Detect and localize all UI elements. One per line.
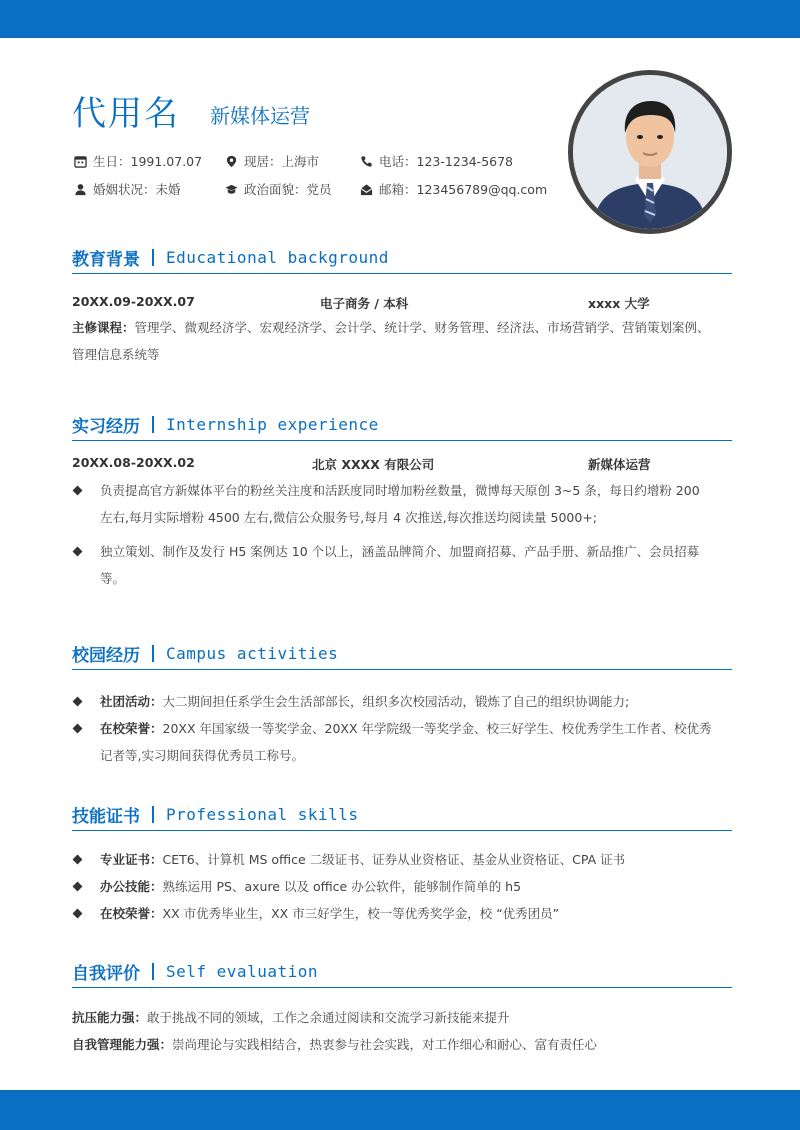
section-rule [72, 440, 732, 441]
mail-icon [360, 183, 373, 196]
political-text: 政治面貌：党员 [244, 182, 332, 197]
item-text: 熟练运用 PS、axure 以及 office 办公软件，能够制作简单的 h5 [162, 879, 522, 894]
section-title-en: Campus activities [166, 644, 339, 663]
job-title: 新媒体运营 [210, 104, 310, 128]
education-courses [72, 314, 712, 368]
item-label: 社团活动： [100, 694, 163, 709]
birth-info [74, 152, 202, 170]
internship-date: 20XX.08-20XX.02 [72, 455, 195, 470]
internship-item-text: 负责提高官方新媒体平台的粉丝关注度和活跃度同时增加粉丝数量，微博每天原创 3~5 条，每日约增粉 200 左右,每月实际增粉 4500 左右,微信公众服务号,每月 4 次推送,每次推送均阅读量 5000+; [100, 483, 700, 525]
section-rule [72, 830, 732, 831]
profile-photo [568, 70, 732, 234]
title-divider [152, 249, 154, 266]
item-label: 办公技能： [100, 879, 163, 894]
location-pin-icon [225, 155, 238, 168]
evaluation-item [72, 1004, 712, 1031]
section-rule [72, 669, 732, 670]
item-text: XX 市优秀毕业生，XX 市三好学生，校一等优秀奖学金，校 “优秀团员” [162, 906, 560, 921]
location-text: 现居：上海市 [244, 154, 320, 169]
education-major: 电子商务 / 本科 [320, 296, 409, 311]
item-label: 在校荣誉： [100, 906, 163, 921]
list-item [72, 900, 712, 927]
item-label: 自我管理能力强： [72, 1037, 173, 1052]
section-title-en: Educational background [166, 248, 389, 267]
email-info [360, 180, 547, 198]
section-internship-title [72, 412, 379, 437]
phone-info [360, 152, 513, 170]
section-title-en: Self evaluation [166, 962, 318, 981]
list-item [72, 873, 712, 900]
item-label: 专业证书： [100, 852, 163, 867]
education-row [72, 294, 732, 312]
internship-company: 北京 XXXX 有限公司 [312, 457, 435, 472]
phone-icon [360, 155, 373, 168]
internship-item-text: 独立策划、制作及发行 H5 案例达 10 个以上，涵盖品牌简介、加盟商招募、产品手册、新品推广、会员招募等。 [100, 544, 700, 586]
political-info [225, 180, 332, 198]
diamond-bullet-icon [73, 882, 83, 892]
diamond-bullet-icon [73, 486, 83, 496]
diamond-bullet-icon [73, 855, 83, 865]
top-banner [0, 0, 800, 38]
section-title-cn: 教育背景 [72, 250, 140, 270]
diamond-bullet-icon [73, 909, 83, 919]
courses-label: 主修课程： [72, 320, 135, 335]
user-icon [74, 183, 87, 196]
section-campus-title [72, 641, 338, 666]
section-title-cn: 技能证书 [72, 807, 140, 827]
section-skills-title [72, 802, 359, 827]
education-date: 20XX.09-20XX.07 [72, 294, 195, 309]
courses-text: 管理学、微观经济学、宏观经济学、会计学、统计学、财务管理、经济法、市场营销学、营销策划案例、管理信息系统等 [72, 320, 710, 362]
calendar-icon [74, 155, 87, 168]
item-label: 在校荣誉： [100, 721, 163, 736]
phone-text: 电话：123-1234-5678 [379, 154, 514, 169]
section-title-en: Internship experience [166, 415, 379, 434]
section-evaluation-title [72, 959, 318, 984]
item-label: 抗压能力强： [72, 1010, 148, 1025]
diamond-bullet-icon [73, 697, 83, 707]
bottom-banner [0, 1090, 800, 1130]
internship-role: 新媒体运营 [588, 457, 651, 472]
list-item [72, 715, 712, 769]
internship-row [72, 455, 732, 473]
marital-info [74, 180, 181, 198]
list-item [72, 477, 712, 531]
birth-text: 生日：1991.07.07 [93, 154, 203, 169]
section-rule [72, 273, 732, 274]
item-text: CET6、计算机 MS office 二级证书、证券从业资格证、基金从业资格证、CPA 证书 [162, 852, 626, 867]
diamond-bullet-icon [73, 547, 83, 557]
section-education-title [72, 245, 389, 270]
location-info [225, 152, 319, 170]
portrait-illustration [573, 75, 727, 229]
graduation-cap-icon [225, 183, 238, 196]
title-divider [152, 806, 154, 823]
title-divider [152, 416, 154, 433]
education-school: xxxx 大学 [588, 296, 650, 311]
item-text: 20XX 年国家级一等奖学金、20XX 年学院级一等奖学金、校三好学生、校优秀学生工作者、校优秀记者等,实习期间获得优秀员工称号。 [100, 721, 712, 763]
section-title-cn: 实习经历 [72, 417, 140, 437]
list-item [72, 688, 712, 715]
title-divider [152, 645, 154, 662]
candidate-name: 代用名 [72, 94, 180, 134]
diamond-bullet-icon [73, 724, 83, 734]
item-text: 大二期间担任系学生会生活部部长，组织多次校园活动，锻炼了自己的组织协调能力; [162, 694, 630, 709]
email-text: 邮箱：123456789@qq.com [379, 182, 548, 197]
marital-text: 婚姻状况：未婚 [93, 182, 181, 197]
section-title-cn: 自我评价 [72, 964, 140, 984]
title-divider [152, 963, 154, 980]
evaluation-item [72, 1031, 712, 1058]
item-text: 崇尚理论与实践相结合，热衷参与社会实践，对工作细心和耐心、富有责任心 [172, 1037, 598, 1052]
section-title-en: Professional skills [166, 805, 359, 824]
section-rule [72, 987, 732, 988]
list-item [72, 538, 712, 592]
section-title-cn: 校园经历 [72, 646, 140, 666]
list-item [72, 846, 712, 873]
item-text: 敢于挑战不同的领域，工作之余通过阅读和交流学习新技能来提升 [147, 1010, 510, 1025]
